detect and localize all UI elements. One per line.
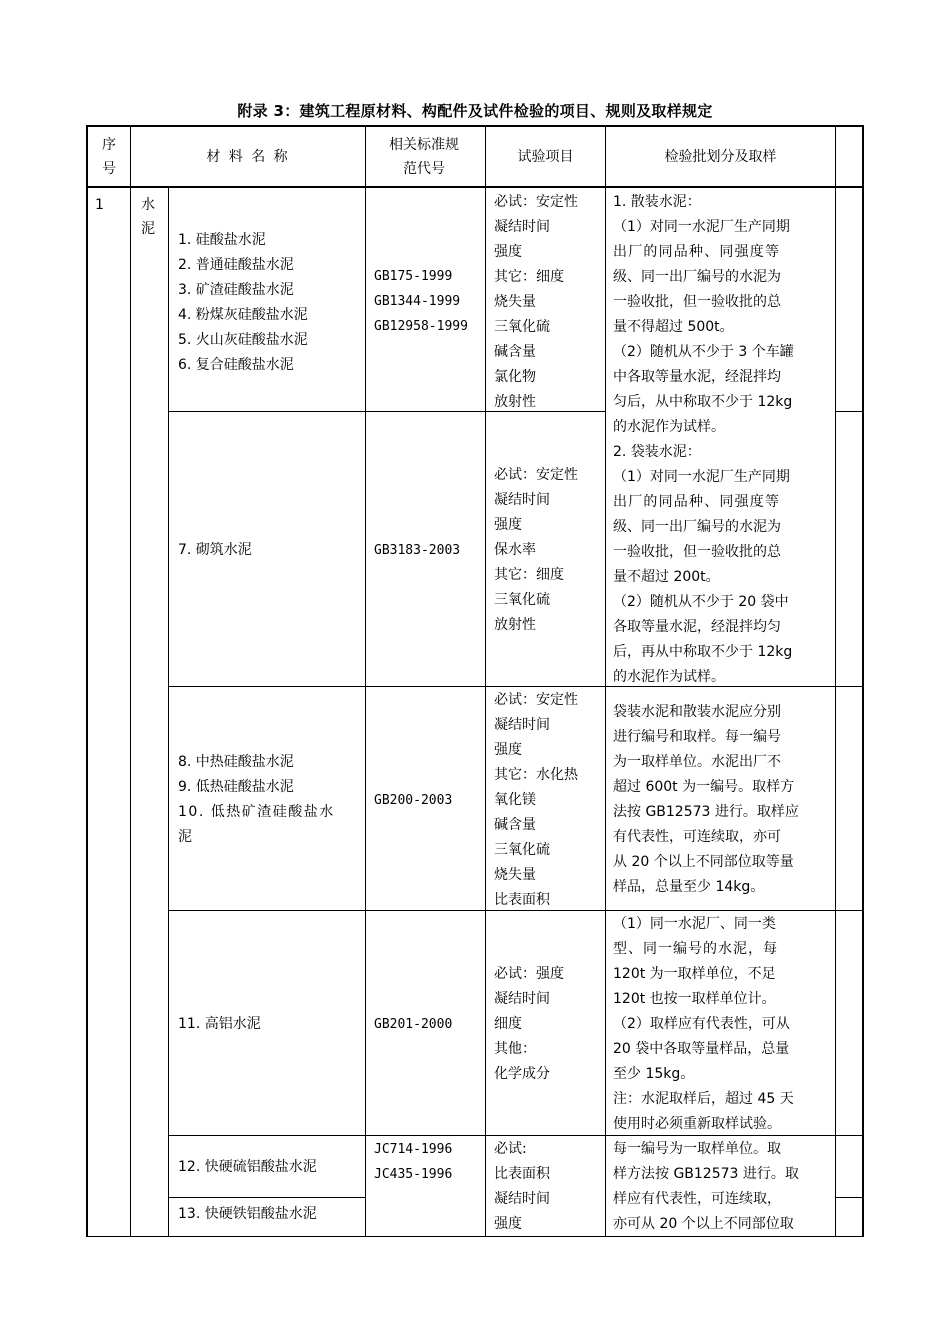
standard-code: GB175-1999 [374,269,453,284]
header-rules: 检验批划分及取样 [664,149,777,165]
group5-codes [374,1137,452,1187]
test-item: 三氧化硫 [494,592,550,608]
list-item: 6. 复合硅酸盐水泥 [178,357,294,373]
rule-line: 超过 600t 为一编号。取样方 [613,779,795,795]
rule-line: 1. 散装水泥： [613,194,701,210]
rule-line: 样品，总量至少 14kg。 [613,879,765,895]
header-code: 相关标准规范代号 [389,137,459,177]
group1-names [178,228,308,378]
standard-code: GB200-2003 [374,793,453,808]
rule-line: 2. 袋装水泥： [613,444,701,460]
list-item: 11. 高铝水泥 [178,1016,261,1032]
test-item: 细度 [494,1016,522,1032]
rule-line: （1）同一水泥厂、同一类 [613,916,776,932]
rule-line: 进行编号和取样。每一编号 [613,729,781,745]
list-item: 10. 低热矿渣硅酸盐水 [178,804,335,820]
standard-code: JC714-1996 [374,1142,453,1157]
group5-tests [494,1137,550,1237]
rule-line: 法按 GB12573 进行。取样应 [613,804,799,820]
rule-line: （2）取样应有代表性，可从 [613,1016,790,1032]
standard-code: GB12958-1999 [374,319,468,334]
rule-line: 量不超过 200t。 [613,569,720,585]
rule-line: 一验收批，但一验收批的总 [613,544,781,560]
test-item: 必试: [494,1141,527,1157]
table-left-border [86,125,88,1237]
header-tests: 试验项目 [517,149,574,165]
table-top-border [86,125,864,127]
test-item: 碱含量 [494,344,536,360]
rule-line: 袋装水泥和散装水泥应分别 [613,704,781,720]
row-category: 水泥 [141,197,155,237]
header-seq: 序号 [102,137,116,177]
rule-line: 级、同一出厂编号的水泥为 [613,519,781,535]
test-item: 放射性 [494,617,536,633]
standard-code: GB1344-1999 [374,294,461,309]
test-item: 必试：安定性 [494,194,578,210]
test-item: 其它：细度 [494,567,564,583]
rule-line: 各取等量水泥，经混拌均匀 [613,619,781,635]
row-divider-5 [168,1197,365,1198]
test-item: 强度 [494,244,522,260]
rule-line: 型、同一编号的水泥，每 [613,941,778,957]
list-item: 8. 中热硅酸盐水泥 [178,754,294,770]
rule-line: 120t 为一取样单位，不足 [613,966,776,982]
rule-line: 为一取样单位。水泥出厂不 [613,754,781,770]
group2-tests [494,463,578,638]
list-item: 泥 [178,829,192,845]
list-item: 4. 粉煤灰硅酸盐水泥 [178,307,308,323]
test-item: 三氧化硫 [494,319,550,335]
test-item: 凝结时间 [494,492,550,508]
list-item: 5. 火山灰硅酸盐水泥 [178,332,308,348]
col-divider-seq [130,125,131,1237]
header-bottom-border [86,186,864,188]
test-item: 凝结时间 [494,219,550,235]
list-item: 1. 硅酸盐水泥 [178,232,266,248]
test-item: 其他： [494,1041,536,1057]
test-item: 放射性 [494,394,536,410]
rules-cement-bulk-bag [613,190,831,690]
test-item: 强度 [494,517,522,533]
row-seq: 1 [95,197,104,213]
test-item: 强度 [494,742,522,758]
test-item: 其它：水化热 [494,767,578,783]
rule-line: 从 20 个以上不同部位取等量 [613,854,794,870]
test-item: 必试：安定性 [494,692,578,708]
table-right-border [862,125,864,1237]
group4-tests [494,962,564,1087]
rule-line: 至少 15kg。 [613,1066,695,1082]
rule-line: 量不得超过 500t。 [613,319,734,335]
col-divider-category [168,188,169,1237]
group4-rules [613,912,831,1137]
group3-names [178,750,335,850]
col-divider-name [365,125,366,1237]
header-name: 材 料 名 称 [206,149,290,165]
test-item: 必试：安定性 [494,467,578,483]
rule-line: 120t 也按一取样单位计。 [613,991,776,1007]
rule-line: 出厂的同品种、同强度等 [613,244,781,260]
rule-line: 亦可从 20 个以上不同部位取 [613,1216,794,1232]
list-item: 12. 快硬硫铝酸盐水泥 [178,1159,317,1175]
list-item: 3. 矿渣硅酸盐水泥 [178,282,294,298]
test-item: 保水率 [494,542,536,558]
rule-line: 级、同一出厂编号的水泥为 [613,269,781,285]
rule-line: 中各取等量水泥，经混拌均 [613,369,781,385]
rule-line: （1）对同一水泥厂生产同期 [613,219,790,235]
test-item: 三氧化硫 [494,842,550,858]
rule-line: 使用时必须重新取样试验。 [613,1116,781,1132]
list-item: 9. 低热硅酸盐水泥 [178,779,294,795]
test-item: 氯化物 [494,369,536,385]
rule-line: 匀后，从中称取不少于 12kg [613,394,793,410]
group1-codes [374,264,468,339]
test-item: 烧失量 [494,867,536,883]
rule-line: （2）随机从不少于 3 个车罐 [613,344,794,360]
group5-rules [613,1137,831,1237]
test-item: 凝结时间 [494,1191,550,1207]
rule-line: 的水泥作为试样。 [613,669,725,685]
col-divider-tests [605,125,606,1237]
rule-line: 一验收批，但一验收批的总 [613,294,781,310]
list-item: 7. 砌筑水泥 [178,542,252,558]
col-divider-code [485,125,486,1237]
group1-tests [494,190,578,415]
page-title: 附录 3：建筑工程原材料、构配件及试件检验的项目、规则及取样规定 [237,102,713,120]
test-item: 碱含量 [494,817,536,833]
row-divider-1-right [835,411,864,412]
rule-line: 每一编号为一取样单位。取 [613,1141,781,1157]
col-divider-rules [835,125,836,1237]
test-item: 氧化镁 [494,792,536,808]
standard-code: JC435-1996 [374,1167,453,1182]
test-item: 强度 [494,1216,522,1232]
test-item: 其它：细度 [494,269,564,285]
list-item: 2. 普通硅酸盐水泥 [178,257,294,273]
rule-line: 注：水泥取样后，超过 45 天 [613,1091,794,1107]
standard-code: GB201-2000 [374,1017,453,1032]
test-item: 凝结时间 [494,717,550,733]
group3-tests [494,688,578,913]
test-item: 烧失量 [494,294,536,310]
test-item: 比表面积 [494,1166,550,1182]
test-item: 比表面积 [494,892,550,908]
list-item: 13. 快硬铁铝酸盐水泥 [178,1206,317,1222]
rule-line: （2）随机从不少于 20 袋中 [613,594,789,610]
test-item: 必试：强度 [494,966,564,982]
rule-line: 有代表性，可连续取，亦可 [613,829,781,845]
rule-line: 的水泥作为试样。 [613,419,725,435]
standard-code: GB3183-2003 [374,543,461,558]
rule-line: 20 袋中各取等量样品，总量 [613,1041,790,1057]
rule-line: （1）对同一水泥厂生产同期 [613,469,790,485]
rule-line: 样方法按 GB12573 进行。取 [613,1166,799,1182]
rule-line: 出厂的同品种、同强度等 [613,494,781,510]
test-item: 凝结时间 [494,991,550,1007]
rule-line: 后，再从中称取不少于 12kg [613,644,793,660]
row-divider-5-right [835,1197,864,1198]
rule-line: 样应有代表性，可连续取， [613,1191,781,1207]
group3-rules [613,700,831,900]
test-item: 化学成分 [494,1066,550,1082]
